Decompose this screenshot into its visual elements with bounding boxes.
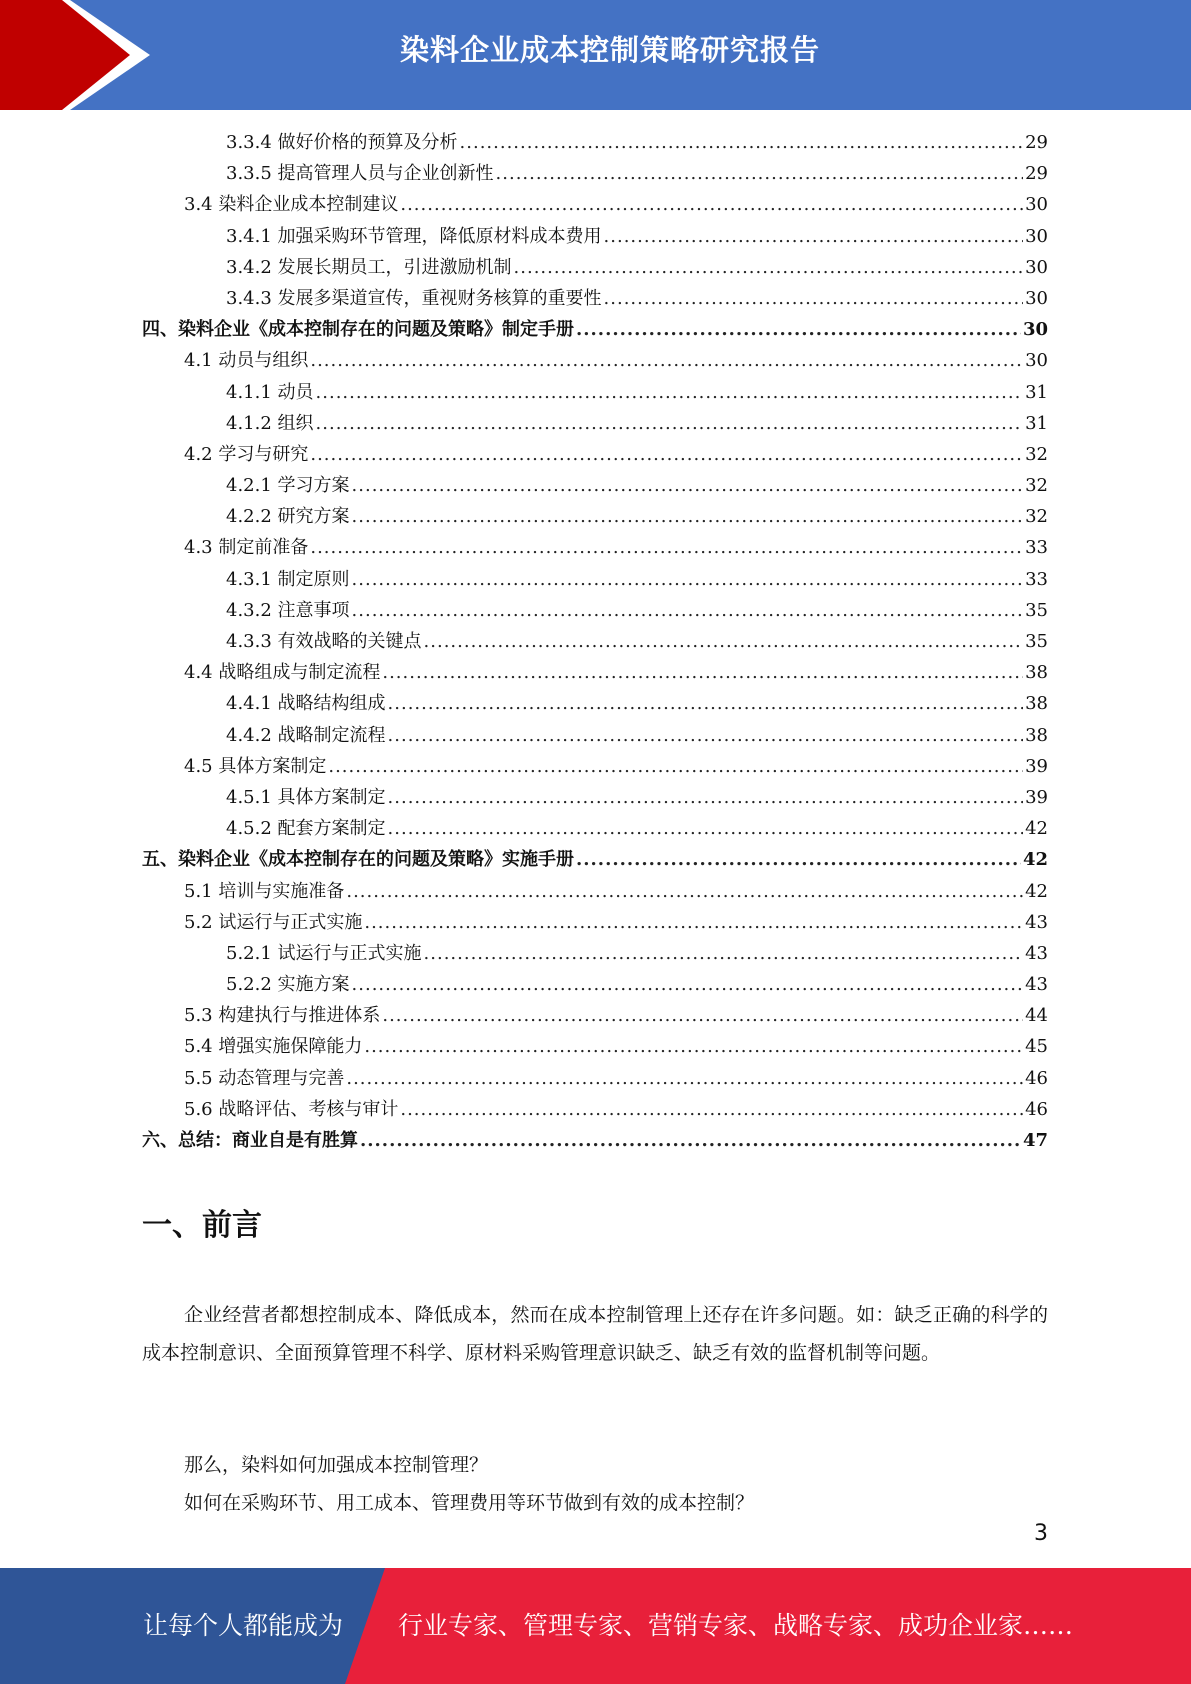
toc-entry-title: 5.3 构建执行与推进体系 <box>184 1005 381 1027</box>
toc-entry[interactable] <box>142 1031 1048 1062</box>
toc-leader-dots <box>400 189 1023 220</box>
toc-entry-page: 31 <box>1025 381 1048 403</box>
toc-entry[interactable] <box>142 189 1048 220</box>
intro-paragraph: 企业经营者都想控制成本、降低成本，然而在成本控制管理上还存在许多问题。如：缺乏正确的科学的成本控制意识、全面预算管理不科学、原材料采购管理意识缺乏、缺乏有效的监督机制等问题。 <box>142 1304 1048 1364</box>
toc-entry-title: 3.4.3 发展多渠道宣传，重视财务核算的重要性 <box>226 287 602 309</box>
toc-leader-dots <box>352 470 1024 501</box>
toc-entry-page: 38 <box>1025 693 1048 715</box>
toc-entry-page: 45 <box>1025 1036 1048 1058</box>
toc-entry[interactable] <box>142 720 1048 751</box>
toc-entry-page: 42 <box>1022 849 1048 871</box>
toc-entry-title: 5.4 增强实施保障能力 <box>184 1036 363 1058</box>
toc-entry[interactable] <box>142 470 1048 501</box>
toc-entry-page: 46 <box>1025 1098 1048 1120</box>
toc-entry-title: 5.6 战略评估、考核与审计 <box>184 1098 399 1120</box>
toc-entry[interactable] <box>142 252 1048 283</box>
toc-leader-dots <box>388 688 1024 719</box>
header-chevron <box>0 0 130 110</box>
toc-entry-page: 32 <box>1025 443 1048 465</box>
toc-entry-page: 35 <box>1025 631 1048 652</box>
toc-entry-page: 31 <box>1025 412 1048 434</box>
toc-entry-title: 4.1.2 组织 <box>226 412 314 434</box>
toc-entry-page: 33 <box>1025 537 1048 559</box>
toc-entry-title: 5.2.1 试运行与正式实施 <box>226 942 422 964</box>
toc-entry-title: 4.4 战略组成与制定流程 <box>184 662 381 684</box>
toc-entry-page: 32 <box>1025 475 1048 497</box>
toc-entry[interactable] <box>142 657 1048 688</box>
toc-entry-title: 4.3.1 制定原则 <box>226 568 350 590</box>
toc-entry-title: 4.4.2 战略制定流程 <box>226 724 386 746</box>
toc-entry[interactable] <box>142 501 1048 532</box>
toc-entry[interactable] <box>142 813 1048 844</box>
toc-entry[interactable] <box>142 314 1048 345</box>
toc-entry-page: 43 <box>1025 974 1048 996</box>
toc-entry-page: 43 <box>1025 911 1048 933</box>
toc-entry[interactable] <box>142 408 1048 439</box>
toc-leader-dots <box>364 1031 1023 1062</box>
toc-leader-dots <box>576 844 1021 875</box>
toc-entry[interactable] <box>142 782 1048 813</box>
toc-entry-title: 5.2 试运行与正式实施 <box>184 911 363 933</box>
toc-entry[interactable] <box>142 564 1048 595</box>
toc-entry[interactable] <box>142 532 1048 563</box>
toc-entry[interactable] <box>142 1063 1048 1094</box>
toc-entry-page: 43 <box>1025 942 1048 964</box>
toc-leader-dots <box>382 1000 1023 1031</box>
report-title: 染料企业成本控制策略研究报告 <box>399 33 820 67</box>
toc-leader-dots <box>388 782 1024 813</box>
toc-entry[interactable] <box>142 1125 1048 1156</box>
toc-entry-page: 33 <box>1025 568 1048 590</box>
toc-leader-dots <box>352 969 1024 1000</box>
toc-entry-page: 30 <box>1022 319 1048 341</box>
toc-entry[interactable] <box>142 158 1048 189</box>
toc-entry-page: 42 <box>1025 818 1048 840</box>
toc-entry[interactable] <box>142 283 1048 314</box>
toc-leader-dots <box>604 283 1024 314</box>
toc-leader-dots <box>460 127 1024 158</box>
toc-entry-page: 30 <box>1025 194 1048 216</box>
question-line-2: 如何在采购环节、用工成本、管理费用等环节做到有效的成本控制？ <box>184 1492 755 1514</box>
toc-entry-title: 4.5.1 具体方案制定 <box>226 786 386 808</box>
toc-entry-title: 4.5 具体方案制定 <box>184 755 327 777</box>
toc-leader-dots <box>400 1094 1023 1125</box>
toc-leader-dots <box>388 720 1024 751</box>
toc-entry-title: 3.4 染料企业成本控制建议 <box>184 194 399 216</box>
toc-entry-title: 4.2.1 学习方案 <box>226 475 350 497</box>
question-line-1: 那么，染料如何加强成本控制管理？ <box>184 1454 489 1476</box>
toc-entry[interactable] <box>142 688 1048 719</box>
toc-leader-dots <box>310 345 1023 376</box>
toc-entry[interactable] <box>142 377 1048 408</box>
toc-entry-page: 39 <box>1025 755 1048 777</box>
toc-entry-title: 4.2.2 研究方案 <box>226 506 350 528</box>
toc-entry-title: 4.3 制定前准备 <box>184 537 309 559</box>
toc-entry[interactable] <box>142 626 1048 657</box>
page-number: 3 <box>1034 1521 1048 1546</box>
toc-leader-dots <box>424 626 1024 657</box>
table-of-contents <box>142 127 1048 1156</box>
toc-leader-dots <box>352 595 1024 626</box>
toc-entry-page: 44 <box>1025 1005 1048 1027</box>
toc-leader-dots <box>576 314 1021 345</box>
footer-slogan-right: 行业专家、管理专家、营销专家、战略专家、成功企业家…… <box>398 1611 1074 1640</box>
toc-entry-page: 29 <box>1025 132 1048 153</box>
toc-leader-dots <box>328 751 1023 782</box>
toc-entry-page: 46 <box>1025 1067 1048 1089</box>
toc-entry-title: 3.3.5 提高管理人员与企业创新性 <box>226 163 494 185</box>
toc-entry[interactable] <box>142 1094 1048 1125</box>
toc-entry[interactable] <box>142 907 1048 938</box>
toc-entry-title: 4.3.3 有效战略的关键点 <box>226 631 422 652</box>
toc-entry-title: 4.3.2 注意事项 <box>226 599 350 621</box>
toc-leader-dots <box>346 876 1023 907</box>
toc-leader-dots <box>360 1125 1021 1156</box>
toc-leader-dots <box>352 564 1024 595</box>
toc-entry-title: 4.1.1 动员 <box>226 381 314 403</box>
toc-leader-dots <box>514 252 1024 283</box>
toc-entry-page: 29 <box>1025 163 1048 185</box>
toc-entry-title: 3.3.4 做好价格的预算及分析 <box>226 132 458 153</box>
toc-entry-title: 4.4.1 战略结构组成 <box>226 693 386 715</box>
toc-leader-dots <box>424 938 1024 969</box>
toc-entry[interactable] <box>142 844 1048 875</box>
toc-entry-title: 六、总结：商业自是有胜算 <box>142 1130 358 1151</box>
toc-entry-title: 五、染料企业《成本控制存在的问题及策略》实施手册 <box>142 849 574 871</box>
toc-entry-page: 42 <box>1025 880 1048 902</box>
toc-entry-title: 5.1 培训与实施准备 <box>184 880 345 902</box>
toc-entry-title: 5.5 动态管理与完善 <box>184 1067 345 1089</box>
toc-entry-page: 30 <box>1025 287 1048 309</box>
toc-entry-page: 39 <box>1025 786 1048 808</box>
toc-leader-dots <box>604 221 1024 252</box>
toc-leader-dots <box>388 813 1024 844</box>
toc-entry[interactable] <box>142 1000 1048 1031</box>
toc-entry-title: 3.4.1 加强采购环节管理，降低原材料成本费用 <box>226 225 602 247</box>
section-title: 一、前言 <box>142 1208 262 1243</box>
toc-leader-dots <box>310 532 1023 563</box>
toc-leader-dots <box>352 501 1024 532</box>
toc-entry-page: 30 <box>1025 350 1048 372</box>
toc-leader-dots <box>364 907 1023 938</box>
toc-leader-dots <box>346 1063 1023 1094</box>
toc-entry[interactable] <box>142 439 1048 470</box>
toc-entry-title: 3.4.2 发展长期员工，引进激励机制 <box>226 256 512 278</box>
toc-entry-title: 4.5.2 配套方案制定 <box>226 818 386 840</box>
toc-entry-title: 4.1 动员与组织 <box>184 350 309 372</box>
toc-entry[interactable] <box>142 127 1048 158</box>
toc-leader-dots <box>496 158 1024 189</box>
toc-entry-page: 35 <box>1025 599 1048 621</box>
toc-entry-page: 38 <box>1025 662 1048 684</box>
toc-entry-page: 30 <box>1025 256 1048 278</box>
toc-entry-title: 四、染料企业《成本控制存在的问题及策略》制定手册 <box>142 319 574 341</box>
page-header <box>0 0 1191 110</box>
toc-entry-title: 5.2.2 实施方案 <box>226 974 350 996</box>
toc-leader-dots <box>316 408 1024 439</box>
toc-entry[interactable] <box>142 751 1048 782</box>
toc-entry[interactable] <box>142 221 1048 252</box>
toc-entry[interactable] <box>142 876 1048 907</box>
toc-entry-page: 47 <box>1022 1130 1048 1151</box>
page-footer <box>0 1568 1191 1684</box>
toc-entry[interactable] <box>142 938 1048 969</box>
toc-entry-page: 30 <box>1025 225 1048 247</box>
footer-slogan-left: 让每个人都能成为 <box>143 1611 344 1640</box>
toc-entry-title: 4.2 学习与研究 <box>184 443 309 465</box>
toc-leader-dots <box>382 657 1023 688</box>
toc-entry[interactable] <box>142 595 1048 626</box>
toc-leader-dots <box>316 377 1024 408</box>
toc-entry-page: 32 <box>1025 506 1048 528</box>
toc-entry[interactable] <box>142 969 1048 1000</box>
toc-entry-page: 38 <box>1025 724 1048 746</box>
toc-leader-dots <box>310 439 1023 470</box>
toc-entry[interactable] <box>142 345 1048 376</box>
